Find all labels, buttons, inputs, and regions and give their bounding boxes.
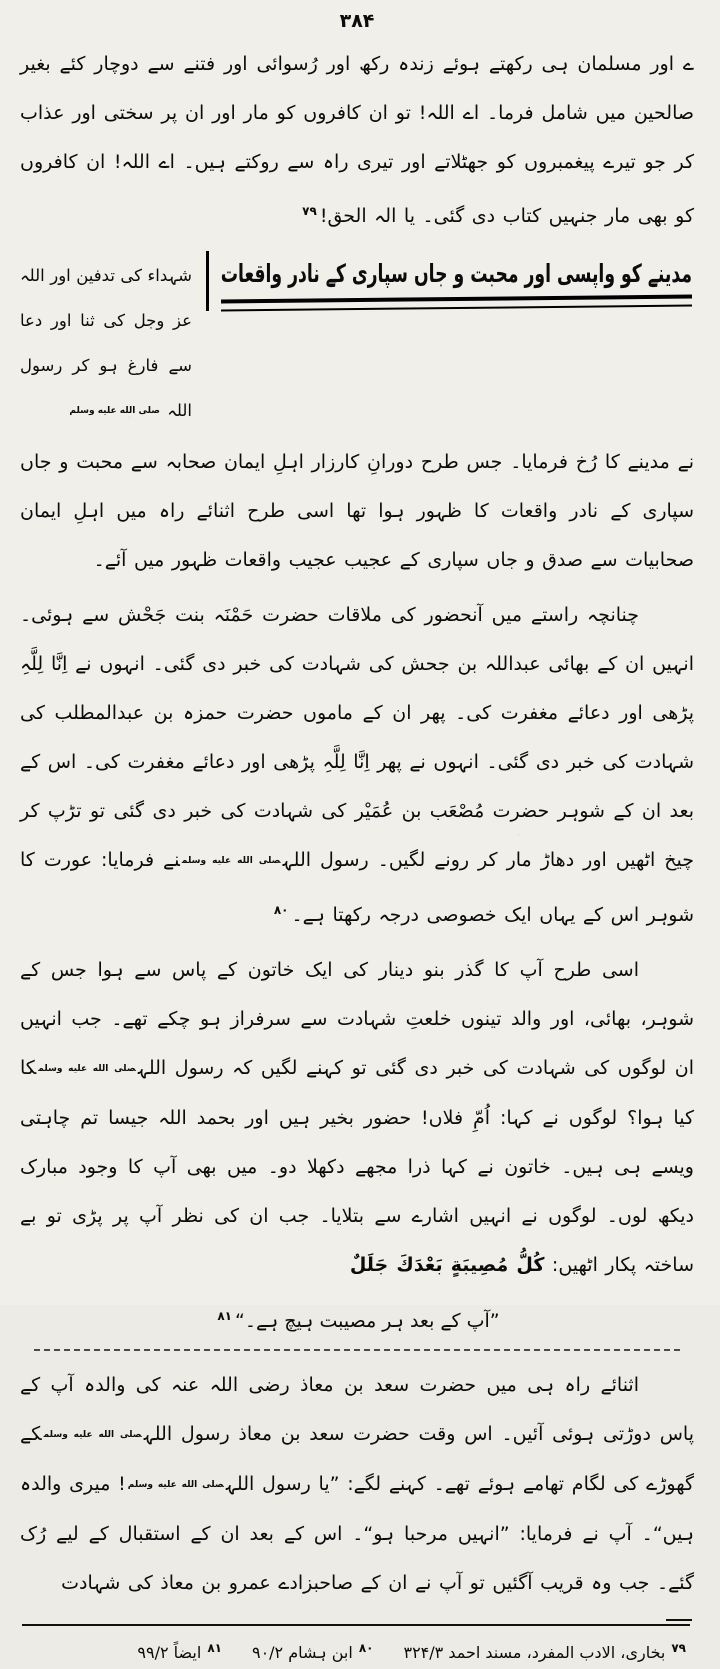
footnote-number: ۷۹ [671, 1641, 686, 1655]
heading-underline-thin [221, 304, 692, 311]
footnote-number: ۸۰ [358, 1641, 374, 1655]
footnotes [20, 1626, 694, 1669]
paragraph-4-text-b: کا کیا ہوا؟ لوگوں نے کہا: اُمِّ فلاں! حضور بخیر ہیں اور بحمد اللہ جیسا تم چاہتی ویسے ہی ہیں۔ خاتون نے کہا ذرا مجھے دکھلا دو۔ میں بھی آپ کا وجود مبارک دیکھ لوں۔ لوگوں نے انہیں اشارے سے بتلایا۔ جب ان کی نظر آپ پر پڑی تو بے ساختہ پکار اٹھیں: [20, 1057, 694, 1276]
paragraph-3-text-b: نے فرمایا: عورت کا شوہر اس کے یہاں ایک خصوصی درجہ رکھتا ہے۔ [20, 849, 694, 926]
footnote-ref-79: ۷۹ [302, 204, 317, 218]
paragraph-4-text-a: اسی طرح آپ کا گذر بنو دینار کی ایک خاتون کے پاس سے ہوا جس کے شوہر، بھائی، اور والد تینوں خلعتِ شہادت سے سرفراز ہو چکے تھے۔ جب انہیں ان لوگوں کی شہادت کی خبر دی گئی تو کہنے لگیں کہ رسول اللہ [20, 959, 694, 1079]
heading-underline-thick [221, 294, 692, 303]
paragraph-2-lead [20, 251, 192, 434]
section-heading-row [20, 251, 694, 434]
arabic-quote: كُلُّ مُصِيبَةٍ بَعْدَكَ جَلَلٌ [349, 1254, 545, 1276]
footnote-entry-79 [403, 1638, 686, 1669]
paragraph-3-text-a: چنانچہ راستے میں آنحضور کی ملاقات حضرت حَمْنَہ بنت جَحْش سے ہوئی۔ انہیں ان کے بھائی عبداللہ بن جحش کی شہادت کی خبر دی گئی۔ انہوں نے اِنَّا لِلَّہِ پڑھی اور دعائے مغفرت کی۔ پھر ان کے ماموں حضرت حمزہ بن عبدالمطلب کی شہادت کی خبر دی گئی۔ انہوں نے پھر اِنَّا لِلَّہِ پڑھی اور دعائے مغفرت کی۔ اس کے بعد ان کے شوہر حضرت مُصْعَب بن عُمَیْر کی شہادت کی خبر دی گئی تو تڑپ کر چیخ اٹھیں اور دھاڑ مار کر رونے لگیں۔ رسول اللہ [20, 604, 695, 871]
footnote-divider [22, 1624, 690, 1626]
paragraph-5 [20, 1361, 694, 1608]
paragraph-3 [20, 591, 694, 940]
saw-symbol: صلى الله عليه وسلم [38, 1064, 136, 1074]
saw-symbol: صلى الله عليه وسلم [181, 856, 281, 866]
paragraph-5-text-c: ! میری والدہ ہیں“۔ آپ نے فرمایا: ”انہیں مرحبا ہو“۔ اس کے بعد ان کے استقبال کے لیے رُک گئے۔ جب وہ قریب آگئیں تو آپ نے ان کے صاحبزادے عمرو بن معاذ کی شہادت [20, 1473, 694, 1594]
footnote-entry-80 [252, 1638, 374, 1669]
footnote-ref-80: ۸۰ [273, 903, 289, 917]
footnote-text: بخاری، الادب المفرد، مسند احمد ۳۲۴/۳ [403, 1643, 666, 1662]
footnote-text: ایضاً ۹۹/۲ [137, 1643, 202, 1662]
paragraph-dua-text: ے اور مسلمان ہی رکھتے ہوئے زندہ رکھ اور رُسوائی اور فتنے سے دوچار کئے بغیر صالحین میں شامل فرما۔ اے اللہ! تو ان کافروں کو مار اور ان پر سختی اور عذاب کر جو تیرے پیغمبروں کو جھٹلاتے اور تیری راہ سے روکتے ہیں۔ اے اللہ! ان کافروں کو بھی مار جنہیں کتاب دی گئی۔ یا الہ الحق! [20, 53, 694, 227]
paragraph-5-text-b: کے گھوڑے کی لگام تھامے ہوئے تھے۔ کہنے لگے: ”یا رسول اللہ [20, 1423, 694, 1495]
paragraph-2-main-text: نے مدینے کا رُخ فرمایا۔ جس طرح دورانِ کارزار اہلِ ایمان صحابہ سے محبت و جاں سپاری کے نادر واقعات کا ظہور ہوا تھا اسی طرح اثنائے راہ میں اہلِ ایمان صحابیات سے صدق و جاں سپاری کے عجیب عجیب واقعات ظہور میں آئے۔ [20, 451, 694, 571]
paragraph-2-main [20, 438, 694, 585]
quote-translation-text: ”آپ کے بعد ہر مصیبت ہیچ ہے۔“ [235, 1310, 500, 1332]
quote-translation-line [34, 1294, 680, 1351]
saw-symbol: صلى الله عليه وسلم [127, 1480, 224, 1490]
footnote-text: ابن ہشام ۹۰/۲ [251, 1643, 353, 1662]
saw-symbol: صلى الله عليه وسلم [69, 406, 160, 416]
section-heading [206, 251, 694, 311]
section-heading-text: مدینے کو واپسی اور محبت و جاں سپاری کے نادر واقعات [220, 259, 692, 288]
paragraph-5-text-a: اثنائے راہ ہی میں حضرت سعد بن معاذ رضی اللہ عنہ کی والدہ آپ کے پاس دوڑتی ہوئی آئیں۔ اس وقت حضرت سعد بن معاذ رسول اللہ [20, 1374, 695, 1445]
paragraph-2-lead-text: شہداء کی تدفین اور اللہ عز وجل کی ثنا اور دعا سے فارغ ہو کر رسول اللہ [20, 266, 192, 420]
paragraph-dua [20, 40, 694, 241]
footnote-number: ۸۱ [207, 1641, 222, 1655]
footnote-entry-81 [137, 1638, 222, 1669]
page-number: ۳۸۴ [339, 10, 375, 32]
footnote-ref-81: ۸۱ [217, 1309, 233, 1323]
saw-symbol: صلى الله عليه وسلم [43, 1430, 142, 1440]
paragraph-4 [20, 946, 694, 1290]
